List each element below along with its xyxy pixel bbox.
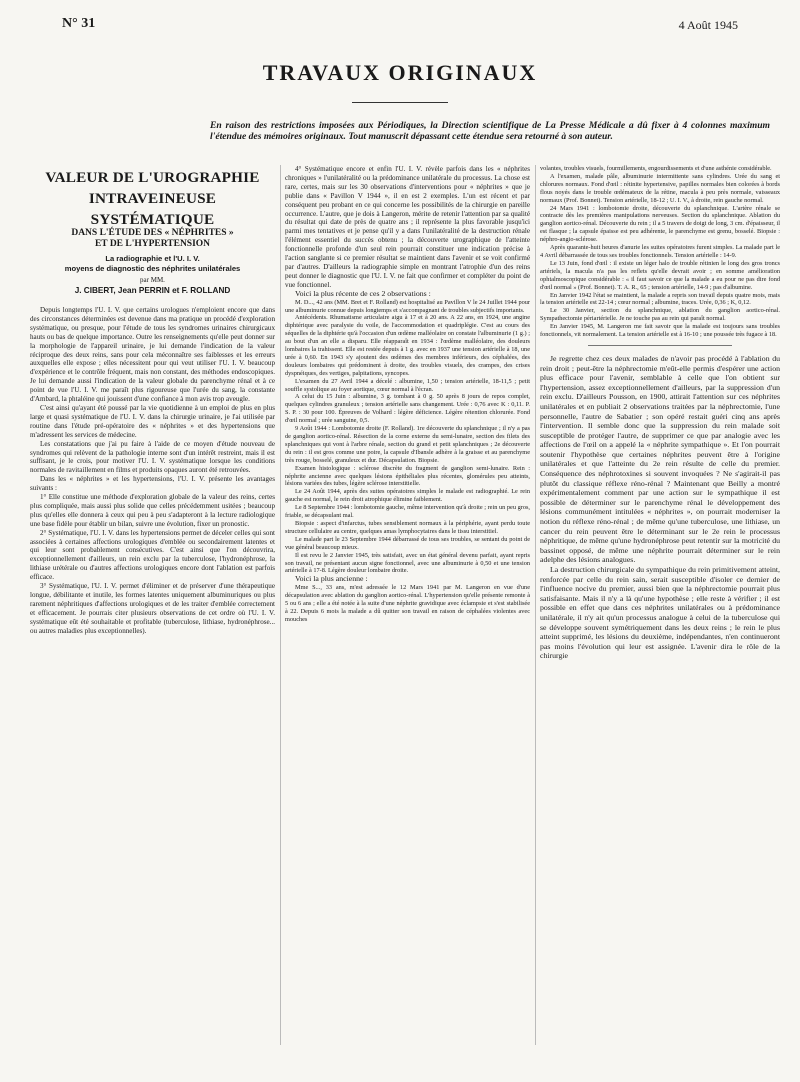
column-2 [285, 165, 530, 624]
article-title-line: INTRAVEINEUSE [88, 190, 217, 207]
observation-paragraph: En Janvier 1942 l'état se maintient, la malade a repris son travail depuis quatre mois, mais la tension artérielle est 22-14 ; cœur normal ; albumine, traces. Urée, 0,36 ; K, 0,12. [540, 291, 780, 307]
column-divider [535, 165, 536, 1045]
observation-paragraph: Le 30 Janvier, section du splanchnique, ablation du ganglion aortico-rénal. Sympathectomie périartérielle. Je ne touche pas au rein qui paraît normal. [540, 307, 780, 323]
observation-heading: Voici la plus ancienne : [295, 574, 368, 584]
article-tagline [30, 254, 275, 273]
article-title-line: SYSTÉMATIQUE [90, 211, 215, 228]
section-divider [588, 345, 732, 346]
issue-date: 4 Août 1945 [678, 18, 738, 32]
observation-paragraph: 9 Août 1944 : Lombotomie droite (F. Rolland). 1re découverte du splanchnique ; il n'y a pas de ganglion aortico-rénal. Résection de la corne externe du semi-lunaire, section des filets des splanchniques qui vont à l'arbre rénale, section du grand et petit splanchniques ; 2e découverte du rein : il est gros comme une poire, la capsule d'Ibansle adhère à la graisse et au parenchyme très rouge, bosselé, granuleux et dur. Décapsulation. Biopsie. [285, 425, 530, 464]
column-1 [30, 165, 275, 636]
observation-paragraph: Antécédents. Rhumatisme articulaire aigu à 17 et à 20 ans. A 22 ans, en 1924, une angine diphtérique avec paralysie du voile, de l'accommodation et quadriplégie. C'est au cours des séquelles de la diphtérie qu'à l'occasion d'un œdème malléolaire on constate l'albuminurie (1 g.) ; au bout d'un an elle a disparu. Elle réapparaît en 1934 : l'œdème malléolaire, des douleurs lombaires la trahissent. Elle est restée depuis à 1 g. avec en 1937 une tension artérielle à 18, une urée à 0,60. En 1943 s'y ajoutent des œdèmes des membres inférieurs, des céphalées, des douleurs lombaires qui prédominent à droite, des troubles visuels, des crampes, des crises dyspnéiques, des vertiges, palpitations, syncopes. [285, 314, 530, 377]
body-paragraph: C'est ainsi qu'ayant été poussé par la vie quotidienne à un emploi de plus en plus large et quasi systématique de l'U. I. V. dans la chirurgie urinaire, je l'ai utilisée par routine dans l'étude pré-opératoire des « néphrites » et des hypertensions que m'adressent les services de médecine. [30, 403, 275, 439]
observation-paragraph: Le 13 Juin, fond d'œil : il existe un léger halo de trouble rétinien le long des gros troncs artériels, la macula n'a pas les reflets qu'elle devrait avoir ; en somme amélioration ophtalmoscopique considérable : « il faut savoir ce que la malade a eu pour ne pas dire fond d'œil normal » (Prof. Bonnet). T. A. R., 65 ; tension artérielle, 14-9 ; pas d'albumine. [540, 259, 780, 291]
body-paragraph: Je regrette chez ces deux malades de n'avoir pas procédé à l'ablation du rein droit ; peut-être la néphrectomie m'eût-elle permis d'espérer une action plus efficace pour l'avenir, semblable à celle que l'on obtient sur l'hypertension, assez exceptionnellement d'ailleurs, par la suppression d'un rein exclu. D'ailleurs Pousson, en 1900, attirait l'attention sur ces néphrites unilatérales et en publiait 2 observations traitées par la néphrectomie, l'une personnelle, l'autre de Sabatier ; son opéré restait guéri cinq ans après l'intervention. Il semble donc que la suppression du rein malade soit susceptible de protéger l'autre, de supprimer ce que par analogie avec les affections de l'œil on a appelé la « néphrite sympathique ». Et l'on pourrait soutenir l'hypothèse que certaines néphrites peuvent être à l'origine unilatérales et que l'atteinte du 2e rein résulte de celle du premier. Conséquence des néphrotoxines si souvent invoquées ? Ne s'agirait-il pas plutôt du classique réflexe réno-rénal ? Maintenant que Beilly a montré expérimentalement comment par une action sur le sympathique il est possible de déterminer sur le parenchyme rénal le développement des lésions communément intitulées « néphrites », on pourrait moderniser la notion du réflexe réno-rénal ; de même qu'une tuberculose, une lithiase, un cancer du rein peuvent être le déterminant sur le 2e rein le processus néphritique, de même qu'une hydronéphrose peut retentir sur la motricité du bassinet opposé, de même une néphrite pourrait déterminer sur le rein adelphe des lésions analogues. [540, 353, 780, 565]
observation-paragraph: L'examen du 27 Avril 1944 a décelé : albumine, 1,50 ; tension artérielle, 18-11,5 ; petit souffle systolique au foyer aortique, cœur normal à l'écran. [285, 377, 530, 393]
body-paragraph: 1° Elle constitue une méthode d'exploration globale de la valeur des reins, certes plus compliquée, mais aussi plus solide que celles précédemment usitées ; beaucoup plus qu'elles elle donnera à ceux qui peu à peu s'adapteront à la lecture radiologique une base fidèle pour établir un bilan, suivre une évolution, fixer un pronostic. [30, 493, 275, 528]
observation-paragraph: A l'examen, malade pâle, albuminurie intermittente sans cylindres. Urée du sang et chlorures normaux. Fond d'œil : rétinite hypertensive, papilles normales bien colorées à bords flous noyés dans le trouble œdémateux de la rétine, macula à peu près normale, vaisseaux normaux (Prof. Bonnet). Tension artérielle, 18-12 ; U. I. V., à droite, rein gauche normal. [540, 172, 780, 204]
body-paragraph: La destruction chirurgicale du sympathique du rein primitivement atteint, renforcée par celle du rein sain, serait susceptible d'isoler ce dernier de l'influence nocive du premier, aussi bien que la néphrectomie pourrait plus satisfaisante. Mais il n'y a là qu'une hypothèse ; elle reste à vérifier ; il est possible en effet que dans ces néphrites unilatérales ou à prédominance unilatérale, il n'y ait qu'un processus analogue à celui de la tuberculose qui se développe souvent symétriquement dans les deux reins ; le rein le plus atteint supprimé, les lésions du deuxième, indépendantes, n'en continueront pas moins l'évolution qui leur est assignée. L'avenir dira le rôle de la chirurgie [540, 565, 780, 661]
body-paragraph: Depuis longtemps l'U. I. V. que certains urologues n'emploient encore que dans des circonstances déterminées est devenue dans ma pratique un procédé d'exploration systématique, ou presque, pour l'étude de tous les syndromes urinaires chirurgicaux hauts ou bas de quelque importance. Outre les renseignements qu'elle peut donner sur la morphologie de l'appareil urinaire, je lui demande l'indication de la valeur réciproque des deux reins, sans pour cela méconnaître ses faiblesses et les erreurs auxquelles elle expose ; elles nécessitent pour qui veut utiliser l'U. I. V. beaucoup d'expérience et le contrôle fréquent, mais non constant, des méthodes endoscopiques. Je lui demande aussi l'indication de la valeur globale du parenchyme rénal et à ce point de vue l'U. I. V. me paraît plus rigoureuse que l'urée du sang, la constante d'Ambard, la phtaléine qui jouissent d'une confiance à mon avis trop aveugle. [30, 306, 275, 404]
observation-paragraph: En Janvier 1945, M. Langeron me fait savoir que la malade est toujours sans troubles fonctionnels, vit normalement. La tension artérielle est à 16-10 ; une poussée très fugace à 18. [540, 323, 780, 339]
observation-paragraph: volantes, troubles visuels, fourmillements, engourdissements et d'une asthénie considérable. [540, 165, 772, 172]
observation-paragraph: M. D..., 42 ans (MM. Bret et F. Rolland) est hospitalisé au Pavillon V le 24 Juillet 1944 pour une albuminurie connue depuis longtemps et s'accompagnant de troubles subjectifs importants. [285, 298, 530, 314]
article-authors: J. CIBERT, Jean PERRIN et F. ROLLAND [74, 286, 231, 296]
observation-paragraph: 24 Mars 1941 : lombotomie droite, découverte du splanchnique. L'artère rénale se contracte dès les premières manipulations nerveuses. Section du splanchnique. Ablation du ganglion aortico-rénal. Découverte du rein ; il a 5 travers de doigt de long, 3 cm. d'épaisseur, il est flasque ; la capsule épaisse est peu adhérente, le parenchyme est grenu, bosselé. Biopsie : néphro-angio-sclérose. [540, 204, 780, 244]
observation-heading: Voici la plus récente de ces 2 observations : [295, 288, 431, 298]
observation-paragraph: Biopsie : aspect d'infarctus, tubes sensiblement normaux à la périphérie, ayant perdu toute structure cellulaire au centre, quelques amas lymphocytaires dans le tissu interstitiel. [285, 519, 530, 535]
article-title-line: VALEUR DE L'UROGRAPHIE [45, 169, 260, 186]
body-paragraph: Les constatations que j'ai pu faire à l'aide de ce moyen d'étude nouveau de syndromes qui relèvent de la pathologie interne sont d'un intérêt restreint, mais il est suffisant, je le crois, pour motiver l'U. I. V. systématique lorsque les conditions normales de ravitaillement en films et produits opaques auront été retrouvées. [30, 439, 275, 475]
column-divider [280, 165, 281, 1045]
column-3 [540, 165, 780, 661]
issue-number: N° 31 [62, 16, 96, 31]
section-title: TRAVAUX ORIGINAUX [262, 60, 538, 85]
article-subtitle-line: DANS L'ÉTUDE DES « NÉPHRITES » [71, 228, 234, 238]
observation-paragraph: Le 8 Septembre 1944 : lombotomie gauche, même intervention qu'à droite ; rein un peu gros, friable, se décapsulant mal. [285, 504, 530, 520]
observation-paragraph: A celui du 15 Juin : albumine, 3 g. tombant à 0 g. 50 après 8 jours de repos complet, quelques cylindres granuleux ; tension artérielle sans changement. Urée : 0,76 avec K : 0,11. P. S. P. : 30 pour 100. Épreuves de Volhard : légère déficience. Légère rétention chlorurée. Fond d'œil normal ; urée sanguine, 0,5. [285, 393, 530, 425]
observation-paragraph: Après quarante-huit heures d'anurie les suites opératoires furent simples. La malade part le 4 Avril débarrassée de tous ses troubles fonctionnels. Tension artérielle : 14-9. [540, 244, 780, 259]
editorial-note: En raison des restrictions imposées aux Périodiques, la Direction scientifique de La Presse Médicale a dû fixer à 4 colonnes maximum l'étendue des mémoires originaux. Tout manuscrit dépassant cette étendue sera retourné à son auteur. [210, 120, 770, 143]
tagline-line-2: moyens de diagnostic des néphrites unilatérales [64, 263, 241, 273]
observation-paragraph: Il est revu le 2 Janvier 1945, très satisfait, avec un état général devenu parfait, ayant repris son travail, ne présentant aucun signe fonctionnel, avec une albuminurie à 0,50 et une tension artérielle à 17-8. Légère douleur lombaire droite. [285, 551, 530, 575]
observation-paragraph: Mme S..., 33 ans, m'est adressée le 12 Mars 1941 par M. Langeron en vue d'une décapsulation avec ablation du ganglion aortico-rénal. L'hypertension qu'elle présente remonte à 5 ou 6 ans ; elle a été notée à la suite d'une néphrite gravidique avec éclampsie et s'est stabilisée à 22. Depuis 6 mois la malade a dû quitter son travail en raison de céphalées violentes avec mouches [285, 584, 530, 623]
title-divider [352, 102, 448, 103]
observation-paragraph: Examen histologique : sclérose discrète du fragment de ganglion semi-lunaire. Rein : néphrite ancienne avec quelques lésions épithéliales plus récentes, glomérules peu atteints, lésions variées des tubes, légère sclérose interstitielle. [285, 464, 530, 488]
page-header [62, 14, 738, 40]
tagline-line-1: La radiographie et l'U. I. V. [105, 254, 200, 263]
body-paragraph: Dans les « néphrites » et les hypertensions, l'U. I. V. présente les avantages suivants : [30, 475, 275, 493]
observation-paragraph: Le 24 Août 1944, après des suites opératoires simples le malade est radiographié. Le rein gauche est normal, le rein droit atrophique élimine faiblement. [285, 488, 530, 504]
body-paragraph: 4° Systématique encore et enfin l'U. I. V. révèle parfois dans les « néphrites chroniques » l'unilatéralité ou la prédominance unilatérale du processus. La chose est rare, certes, mais sur les 30 observations d'interventions pour « néphrites » que je publie dans « Pavillon V 1944 », il en est 2 exemples. L'un est récent et par conséquent peu probant en ce qui concerne les possibilités de la chirurgie en pareille occurrence. L'autre, que je dois à Langeron, mérite de retenir l'attention par sa qualité du résultat qui date de près de quatre ans ; il représente la plus favorable jusqu'ici parmi mes tentatives et je pense qu'il y a dans l'unilatéralité de la destruction rénale l'élément essentiel du succès obtenu ; la découverte urographique de l'atteinte fonctionnelle profonde d'un seul rein pourrait constituer une indication précise à l'action sanglante si ce premier résultat se maintient dans l'avenir et se voit confirmé par d'autres. D'ailleurs la radiographie simple en montrant l'atrophie d'un des reins peut donner le diagnostic que l'U. I. V. ne fait que confirmer et compléter du point de vue fonctionnel. [285, 165, 530, 289]
body-paragraph: 2° Systématique, l'U. I. V. dans les hypertensions permet de déceler celles qui sont associées à certaines affections urologiques d'emblée ou secondairement latentes et qui leur sont probablement consécutives. C'est ainsi que l'on découvrira, exceptionnellement d'ailleurs, un rein exclu par la tuberculose, l'hydronéphrose, la lithiase urétérale ou d'autres affections urologiques encore dont l'ablation est parfois efficace. [30, 528, 275, 582]
body-paragraph: 3° Systématique, l'U. I. V. permet d'éliminer et de préserver d'une thérapeutique longue, débilitante et inutile, les formes latentes uniquement albuminuriques ou plus rarement néphritiques d'affections urologiques et de les traiter d'emblée correctement et efficacement. Je pourrais citer plusieurs observations de cet ordre où l'U. I. V. systématique eût été souhaitable et profitable (tuberculose, lithiase, hydronéphrose... ou autres maladies plus exceptionnelles). [30, 582, 275, 635]
byline-par: par MM. [140, 276, 165, 285]
article-subtitle-line: ET DE L'HYPERTENSION [94, 239, 211, 249]
observation-paragraph: Le malade part le 23 Septembre 1944 débarrassé de tous ses troubles, se sentant du point de vue général beaucoup mieux. [285, 535, 530, 551]
